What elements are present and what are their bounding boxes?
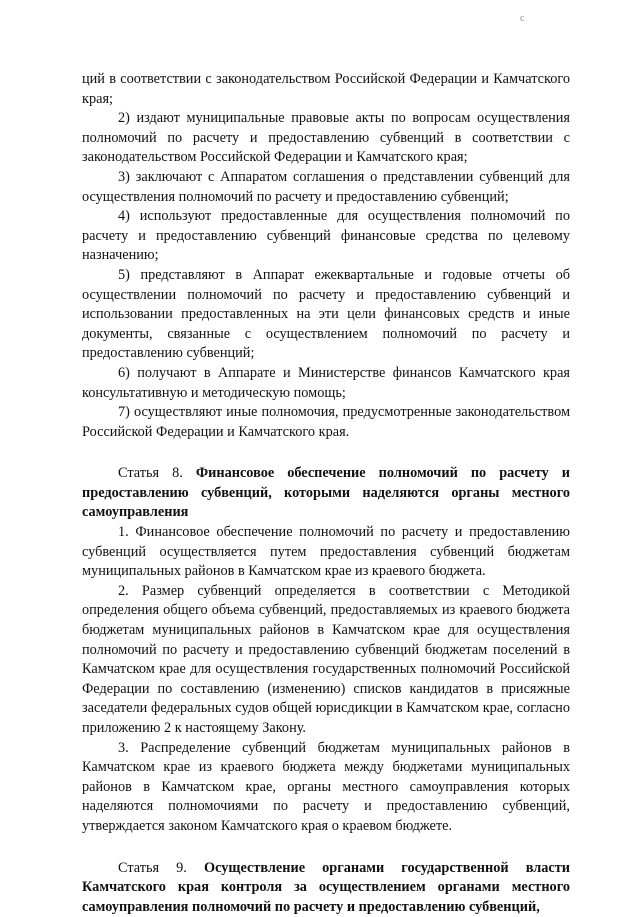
article-8-label: Статья 8. [118, 465, 183, 482]
list-item-2: 2) издают муниципальные правовые акты по вопросам осуществления полномочий по расчету и предоставлению субвенций в соответствии с законодательством Российской Федерации и Камчатского края; [82, 110, 570, 166]
article-8-paragraph-2: 2. Размер субвенций определяется в соответствии с Методикой определения общего объема субвенций, предоставляемых из краевого бюджета бюджетам муниципальных районов в Камчатском крае для осуществления полномочий по расчету и предоставлению субвенций бюджетам поселений в Камчатском крае для осуществления государственных полномочий Российской Федерации по составлению (изменению) списков кандидатов в присяжные заседатели федеральных судов общей юрисдикции в Камчатском крае, согласно приложению 2 к настоящему Закону. [82, 582, 570, 736]
list-item-6: 6) получают в Аппарате и Министерстве финансов Камчатского края консультативную и методическую помощь; [82, 364, 570, 401]
spacer [82, 837, 570, 859]
spacer [82, 442, 570, 464]
article-8-heading [82, 464, 570, 523]
article-8-title: Финансовое обеспечение полномочий по расчету и предоставлению субвенций, которыми наделяются органы местного самоуправления [82, 465, 570, 521]
document-page [82, 70, 570, 917]
article-9-heading [82, 859, 570, 917]
list-item-4: 4) используют предоставленные для осуществления полномочий по расчету и предоставлению субвенций финансовые средства по целевому назначению; [82, 208, 570, 264]
list-item-7: 7) осуществляют иные полномочия, предусмотренные законодательством Российской Федерации и Камчатского края. [82, 404, 570, 440]
paragraph-continuation: ций в соответствии с законодательством Российской Федерации и Камчатского края; [82, 71, 570, 107]
article-8-paragraph-1: 1. Финансовое обеспечение полномочий по расчету и предоставлению субвенций осуществляется путем предоставления субвенций бюджетам муниципальных районов в Камчатском крае из краевого бюджета. [82, 524, 570, 580]
list-item-5: 5) представляют в Аппарат ежеквартальные и годовые отчеты об осуществлении полномочий по расчету и предоставлению субвенций и использовании предоставленных на эти цели финансовых средств и иные документы, связанные с осуществлением полномочий по расчету и предоставлению субвенций; [82, 266, 570, 362]
article-8-paragraph-3: 3. Распределение субвенций бюджетам муниципальных районов в Камчатском крае из краевого бюджета между бюджетами муниципальных районов в Камчатском крае, органы местного самоуправления которых наделяются полномочиями по расчету и предоставлению субвенций, утверждается законом Камчатского края о краевом бюджете. [82, 739, 570, 834]
scan-mark: с [520, 13, 525, 24]
article-9-label: Статья 9. [118, 859, 187, 876]
article-9-title: Осуществление органами государственной власти Камчатского края контроля за осуществлением органами местного самоуправления полномочий по расчету и предоставлению субвенций, [82, 859, 571, 915]
list-item-3: 3) заключают с Аппаратом соглашения о представлении субвенций для осуществления полномочий по расчету и предоставлению субвенций; [82, 168, 570, 205]
